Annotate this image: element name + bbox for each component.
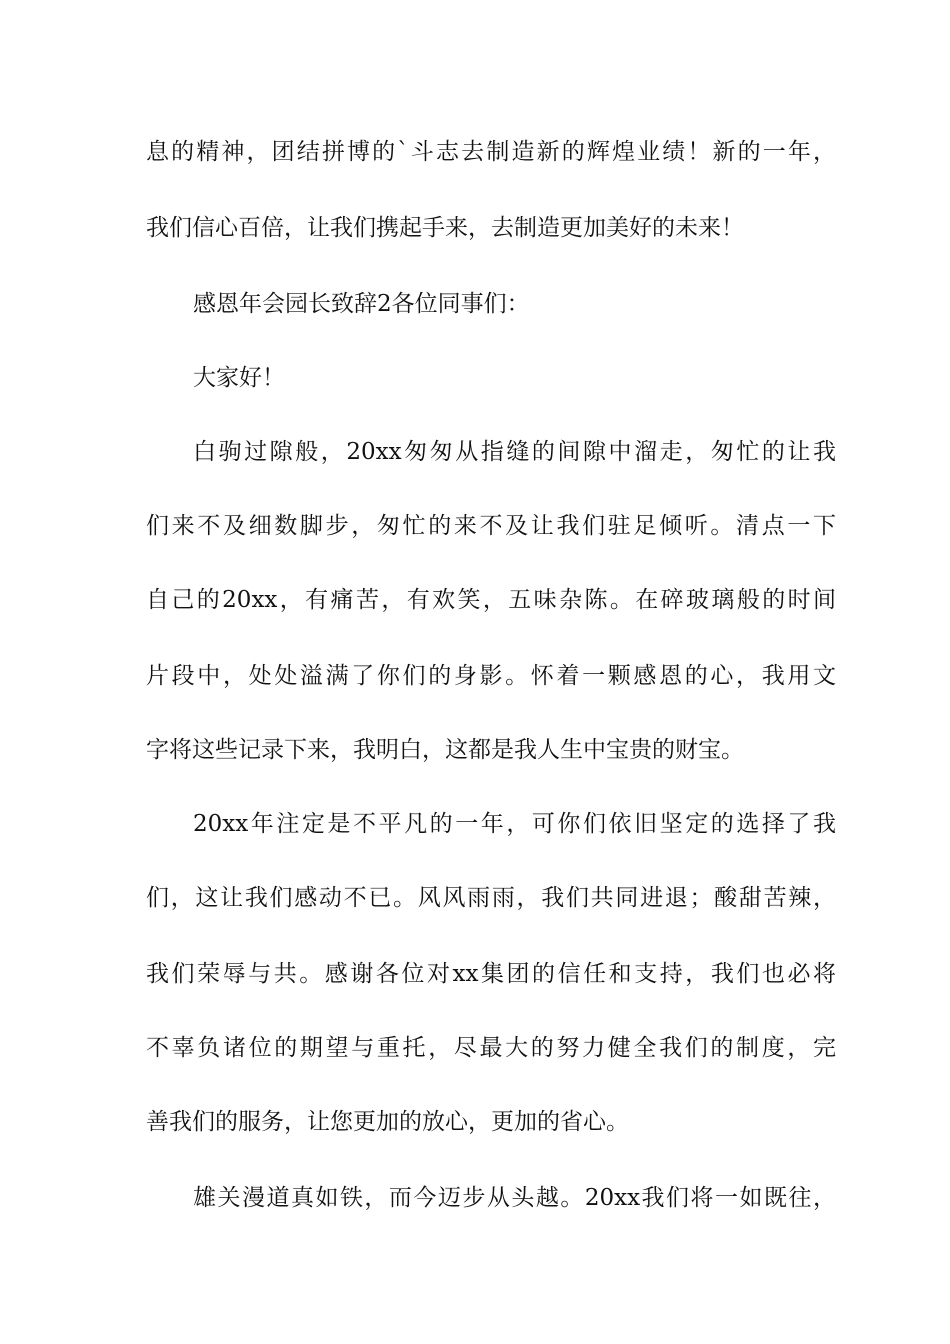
- text-line: 我们信心百倍，让我们携起手来，去制造更加美好的未来！: [146, 215, 744, 241]
- text-line: 片段中，处处溢满了你们的身影。怀着一颗感恩的心，我用文: [146, 663, 836, 689]
- text-line: 20xx年注定是不平凡的一年，可你们依旧坚定的选择了我: [193, 811, 836, 837]
- text-line: 不辜负诸位的期望与重托，尽最大的努力健全我们的制度，完: [146, 1035, 836, 1061]
- text-line: 雄关漫道真如铁，而今迈步从头越。20xx我们将一如既往，: [193, 1185, 836, 1211]
- heading-line: 感恩年会园长致辞2各位同事们：: [193, 291, 530, 317]
- text-line: 自己的20xx，有痛苦，有欢笑，五味杂陈。在碎玻璃般的时间: [146, 587, 836, 613]
- text-line: 息的精神，团结拼博的`斗志去制造新的辉煌业绩！新的一年，: [146, 139, 836, 165]
- text-line: 白驹过隙般，20xx匆匆从指缝的间隙中溜走，匆忙的让我: [193, 439, 836, 465]
- text-line: 字将这些记录下来，我明白，这都是我人生中宝贵的财宝。: [146, 737, 744, 763]
- text-line: 们来不及细数脚步，匆忙的来不及让我们驻足倾听。清点一下: [146, 513, 836, 539]
- text-line: 们，这让我们感动不已。风风雨雨，我们共同进退；酸甜苦辣，: [146, 885, 836, 911]
- text-line: 我们荣辱与共。感谢各位对xx集团的信任和支持，我们也必将: [146, 961, 836, 987]
- text-line: 善我们的服务，让您更加的放心，更加的省心。: [146, 1109, 629, 1135]
- greeting-line: 大家好！: [193, 365, 285, 391]
